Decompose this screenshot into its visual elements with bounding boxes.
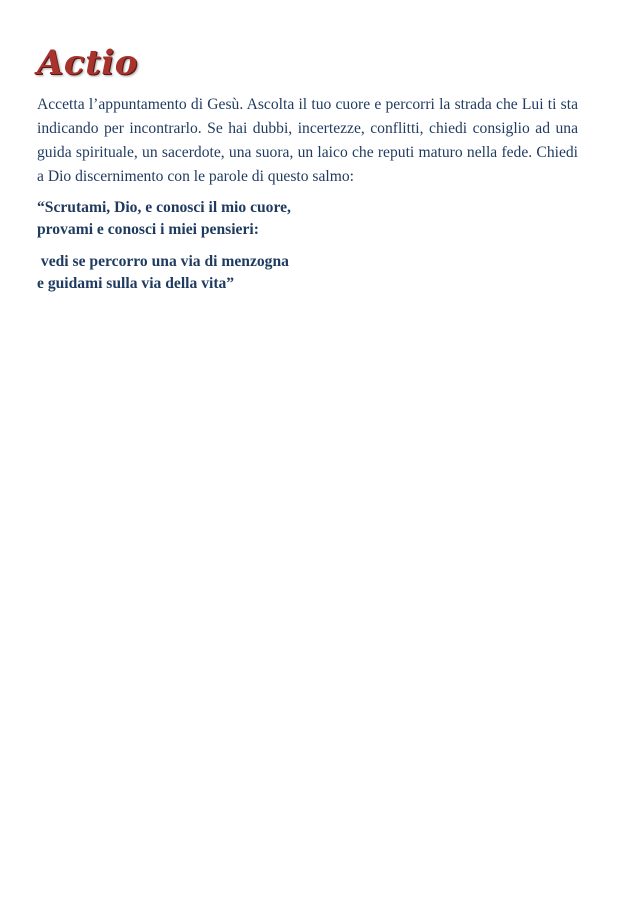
psalm-stanza-2	[37, 251, 578, 295]
body-paragraph: Accetta l’appuntamento di Gesù. Ascolta il tuo cuore e percorri la strada che Lui ti sta indicando per incontrarlo. Se hai dubbi, incertezze, conflitti, chiedi consiglio ad una guida spirituale, un sacerdote, una suora, un laico che reputi maturo nella fede. Chiedi a Dio discernimento con le parole di questo salmo:	[37, 96, 578, 185]
psalm-line: e guidami sulla via della vita”	[37, 275, 235, 292]
psalm-line: “Scrutami, Dio, e conosci il mio cuore,	[37, 199, 291, 216]
page-title: Actio	[37, 43, 138, 83]
document-page	[37, 40, 578, 295]
psalm-line: provami e conosci i miei pensieri:	[37, 221, 259, 238]
psalm-line: vedi se percorro una via di menzogna	[37, 253, 289, 270]
psalm-stanza-1	[37, 197, 578, 241]
